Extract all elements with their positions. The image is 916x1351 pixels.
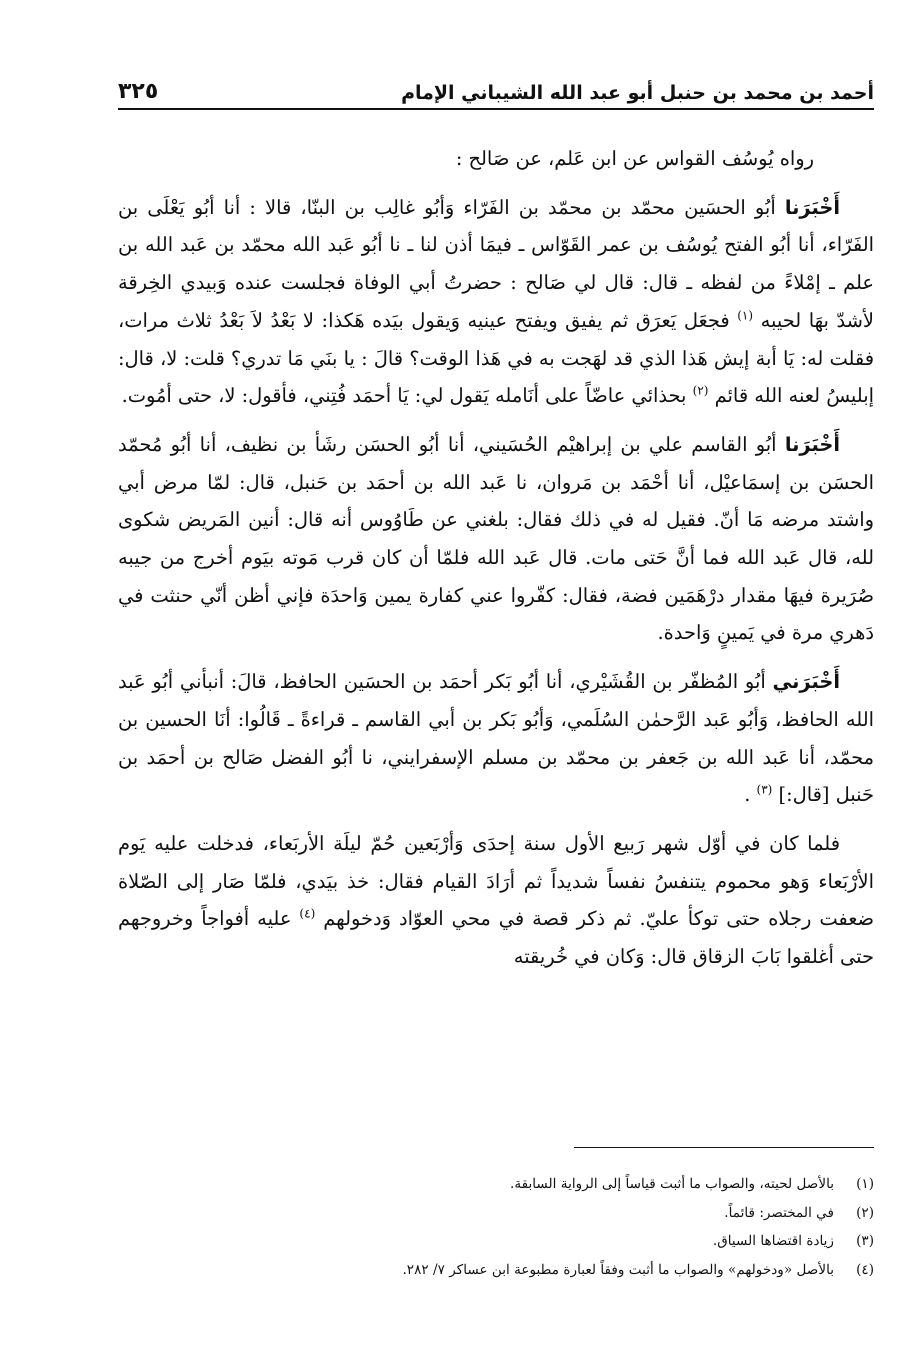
running-title: أحمد بن محمد بن حنبل أبو عبد الله الشيباني الإمام xyxy=(401,82,874,104)
paragraph-2 xyxy=(118,189,874,415)
paragraph-4 xyxy=(118,663,874,814)
footnote-1 xyxy=(118,1170,874,1199)
paragraph-5 xyxy=(118,825,874,976)
paragraph-lead-word: أَخْبَرَني xyxy=(772,670,840,694)
footnote-3 xyxy=(118,1227,874,1256)
paragraph-text: أبُو الحسَين محمّد بن محمّد بن الفَرّاء وَأبُو غالِب بن البنّا، قالا : أنا أبُو يَعْلَى بن الفَرّاء، أنا أبُو الفتح يُوسُف بن عمر القَوّاس ـ فيمَا أذن لنا ـ نا أبُو عَبد الله محمّد بن عَبد الله بن علم ـ إمْلاءً من لفظه ـ قال: قال لي صَالح : حضرتُ أبي الوفاة فجلست عنده وَبيدي الخِرقة لأشدّ بهَا لحيبه xyxy=(118,195,874,332)
footnote-number: (١) xyxy=(856,1176,874,1192)
page-number: ٣٢٥ xyxy=(118,79,159,104)
footnote-number: (٢) xyxy=(856,1204,874,1221)
footnote-marker-4: (٤) xyxy=(299,906,316,921)
paragraph-text: رواه يُوسُف القواس عن ابن عَلم، عن صَالح : xyxy=(455,147,814,170)
footnote-text: بالأصل «ودخولهم» والصواب ما أثبت وفقاً لعبارة مطبوعة ابن عساكر ٧/ ٢٨٢. xyxy=(402,1261,834,1278)
footnote-2 xyxy=(118,1199,874,1228)
paragraph-text: فلما كان في أوّل شهر رَبيع الأول سنة إحدَى وَأرْبَعين حُمّ ليلَة الأربَعاء، فدخلت عليه يَوم الأرْبَعاء وَهو محموم يتنفسُ نفساً شديداً ثم أرَادَ القيام فقال: خذ بيَدي، فلمّا صَار إلى الصّلاة ضعفت رجلاه حتى توكأ عليّ. ثم ذكر قصة في محي العوّاد وَدخولهم xyxy=(118,831,875,931)
footnote-marker-3: (٣) xyxy=(756,782,773,797)
footnote-separator xyxy=(574,1147,874,1148)
main-text xyxy=(118,140,874,1140)
paragraph-3 xyxy=(118,426,874,652)
footnote-marker-2: (٢) xyxy=(692,383,709,398)
footnote-text: بالأصل لحيته، والصواب ما أثبت قياساً إلى الرواية السابقة. xyxy=(510,1176,834,1192)
paragraph-text: بحذائي عاضّاً على أنَامله يَقول لي: يَا أحمَد فُتِني، فأقول: لا، حتى أمُوت. xyxy=(121,384,687,408)
footnotes xyxy=(118,1170,874,1284)
paragraph-lead-word: أَخْبَرَنا xyxy=(784,432,840,456)
paragraph-text: . xyxy=(744,783,751,807)
paragraph-1 xyxy=(118,140,874,178)
footnote-number: (٣) xyxy=(856,1233,874,1249)
footnote-4 xyxy=(118,1256,874,1285)
paragraph-text: أبُو القاسم علي بن إبراهيْم الحُسَيني، أنا أبُو الحسَن رشَأ بن نظيف، أنا أبُو مُحمّد الحسَن بن إسمَاعيْل، أنا أحْمَد بن مَروان، نا عَبد الله بن أحمَد بن حَنبل، قال: لمّا مرض أبي واشتد مرضه مَا أنّ. فقيل له في ذلك فقال: بلغني عن طَاوُوس أنه قال: أنين المَريض شكوى لله، قال عَبد الله فما أنَّ حَتى مات. قال عَبد الله فلمّا أن كان قرب مَوته بيَوم أخرج من جيبه صُرَيرة فيهَا مقدار درْهَمَين فضة، فقال: كفّروا عني كفارة يمين وَاحدَة فإني أظن أنّي حنثت في دَهري مرة في يَمينٍ وَاحدة. xyxy=(118,432,874,645)
paragraph-lead-word: أَخْبَرَنا xyxy=(784,195,840,219)
paragraph-text: عليه أفواجاً وخروجهم حتى أغلقوا بَابَ الزقاق قال: وَكان في خُريقته xyxy=(118,907,874,969)
running-header xyxy=(118,70,874,110)
footnote-text: في المختصر: قائماً. xyxy=(724,1204,834,1221)
paragraph-text: فجعَل يَعرَق ثم يفيق ويفتح عينيه وَيقول بيَده هَكذا: لا بَعْدُ لاَ بَعْدُ ثلاث مرات، فقلت له: يَا أبة إيش هَذا الذي قد لهَجت به في هَذا الوقت؟ قالَ : يا بنَي مَا تدري؟ قلت: لا، قال: إبليسُ لعنه الله قائم xyxy=(118,308,874,408)
footnote-text: زيادة اقتضاها السياق. xyxy=(712,1233,834,1249)
paragraph-text: أبُو المُظفّر بن القُشَيْري، أنا أبُو بَكر أحمَد بن الحسَين الحافظ، قالَ: أنبأني أبُو عَبد الله الحافظ، وَأبُو عَبد الرَّحمٰن السُلَمي، وَأبُو بَكر بن أبي القاسم ـ قراءةً ـ قَالُوا: أنَا الحسين بن محمّد، أنا عَبد الله بن جَعفر بن محمّد بن مسلم الإسفرايني، نا أبُو الفضل صَالح بن أحمَد بن حَنبل [قال:] xyxy=(118,670,874,807)
footnote-marker-1: (١) xyxy=(737,308,754,323)
footnote-number: (٤) xyxy=(856,1261,874,1278)
